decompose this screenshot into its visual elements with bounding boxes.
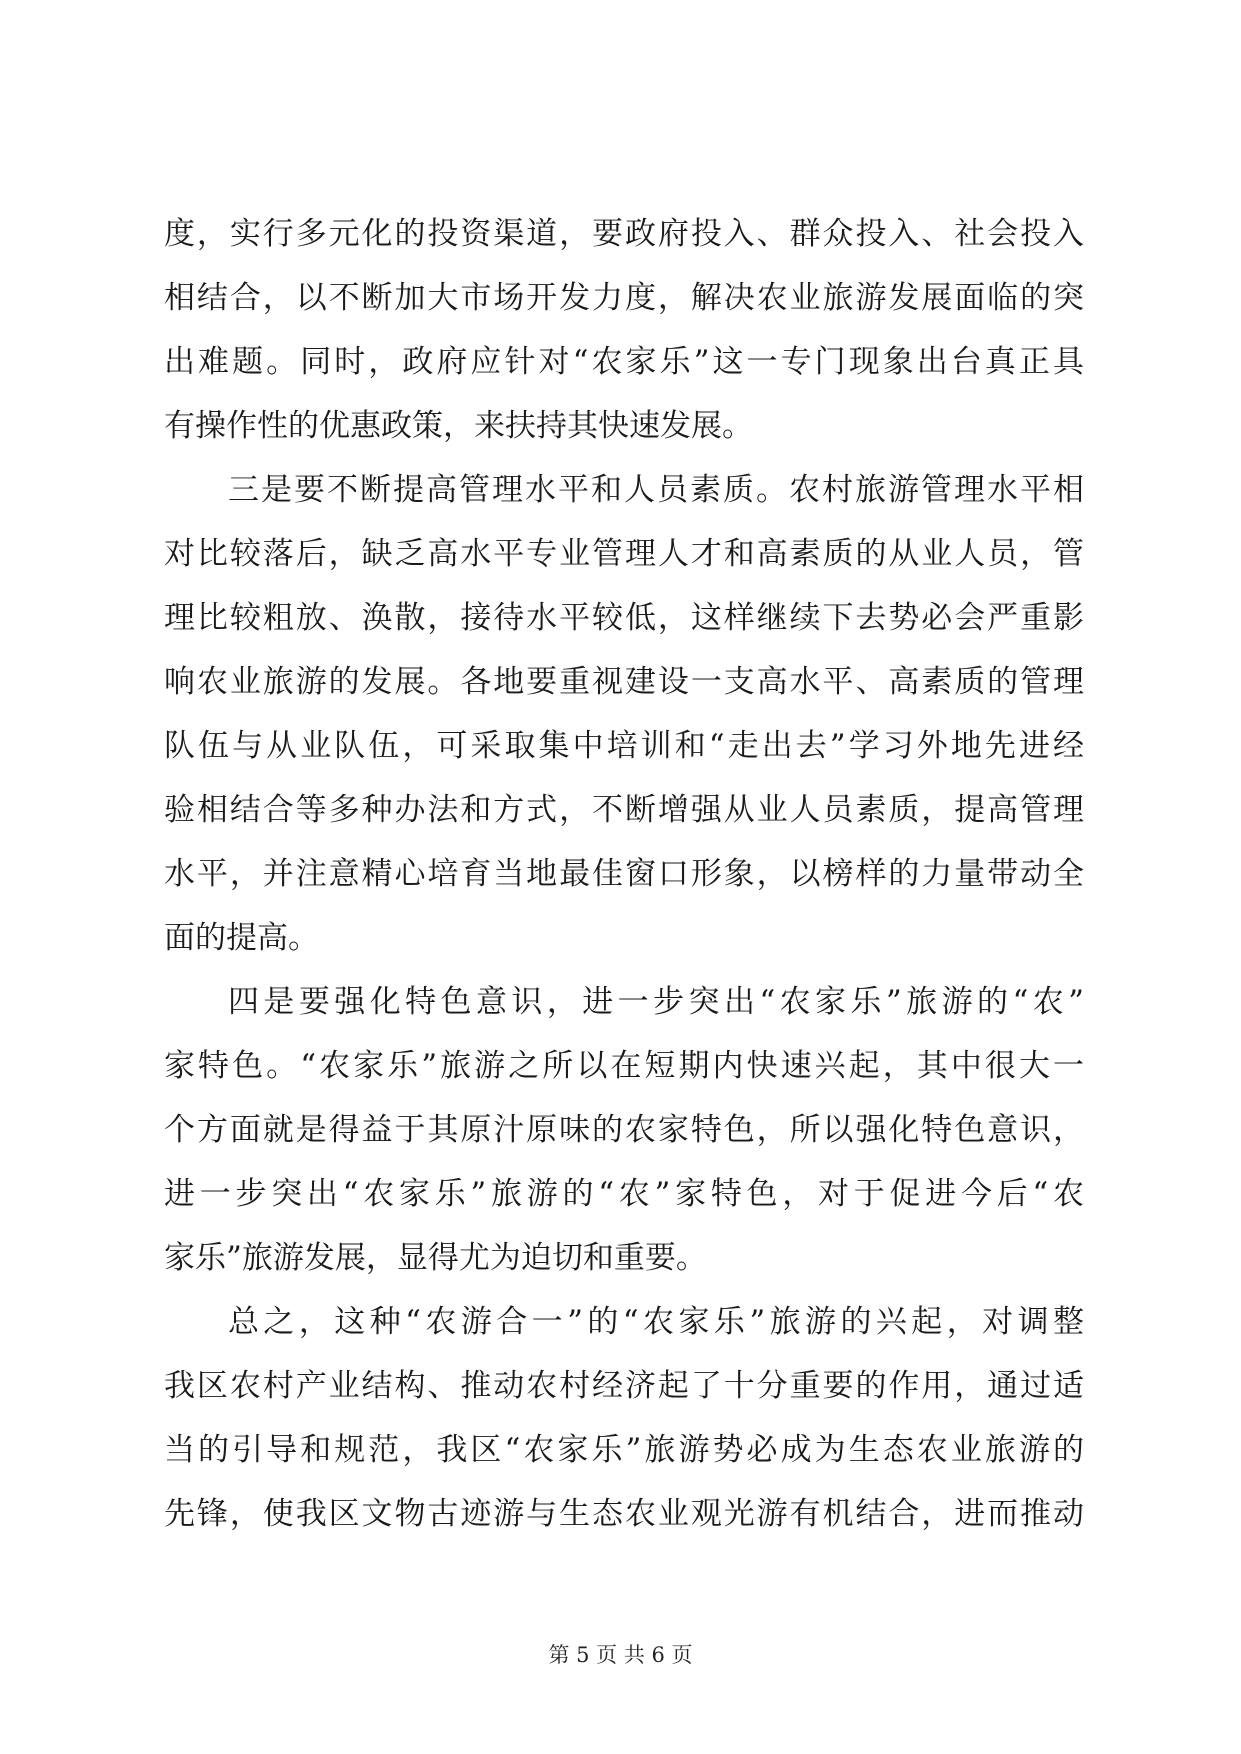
text-line: 响农业旅游的发展。各地要重视建设一支高水平、高素质的管理	[164, 664, 1084, 700]
text-line: 对比较落后，缺乏高水平专业管理人才和高素质的从业人员，管	[164, 536, 1084, 572]
text-line: 队伍与从业队伍，可采取集中培训和“走出去”学习外地先进经	[164, 728, 1084, 764]
text-line: 先锋，使我区文物古迹游与生态农业观光游有机结合，进而推动	[164, 1496, 1084, 1532]
text-line: 家特色。“农家乐”旅游之所以在短期内快速兴起，其中很大一	[164, 1048, 1084, 1084]
text-line: 出难题。同时，政府应针对“农家乐”这一专门现象出台真正具	[164, 344, 1084, 380]
text-line: 个方面就是得益于其原汁原味的农家特色，所以强化特色意识，	[164, 1112, 1084, 1148]
text-line: 三是要不断提高管理水平和人员素质。农村旅游管理水平相	[228, 472, 1084, 508]
text-line: 验相结合等多种办法和方式，不断增强从业人员素质，提高管理	[164, 792, 1084, 828]
text-line: 当的引导和规范，我区“农家乐”旅游势必成为生态农业旅游的	[164, 1432, 1084, 1468]
document-body	[164, 202, 1084, 1546]
text-line: 面的提高。	[164, 920, 319, 956]
text-line: 相结合，以不断加大市场开发力度，解决农业旅游发展面临的突	[164, 280, 1084, 316]
text-line: 度，实行多元化的投资渠道，要政府投入、群众投入、社会投入	[164, 216, 1084, 252]
text-line: 我区农村产业结构、推动农村经济起了十分重要的作用，通过适	[164, 1368, 1084, 1404]
text-line: 理比较粗放、涣散，接待水平较低，这样继续下去势必会严重影	[164, 600, 1084, 636]
text-line: 家乐”旅游发展，显得尤为迫切和重要。	[164, 1240, 707, 1276]
text-line: 有操作性的优惠政策，来扶持其快速发展。	[164, 408, 753, 444]
text-line: 水平，并注意精心培育当地最佳窗口形象，以榜样的力量带动全	[164, 856, 1084, 892]
text-line: 进一步突出“农家乐”旅游的“农”家特色，对于促进今后“农	[164, 1176, 1084, 1212]
text-line: 总之，这种“农游合一”的“农家乐”旅游的兴起，对调整	[228, 1304, 1084, 1340]
text-line: 四是要强化特色意识，进一步突出“农家乐”旅游的“农”	[228, 984, 1084, 1020]
page-footer: 第 5 页 共 6 页	[548, 1643, 693, 1667]
